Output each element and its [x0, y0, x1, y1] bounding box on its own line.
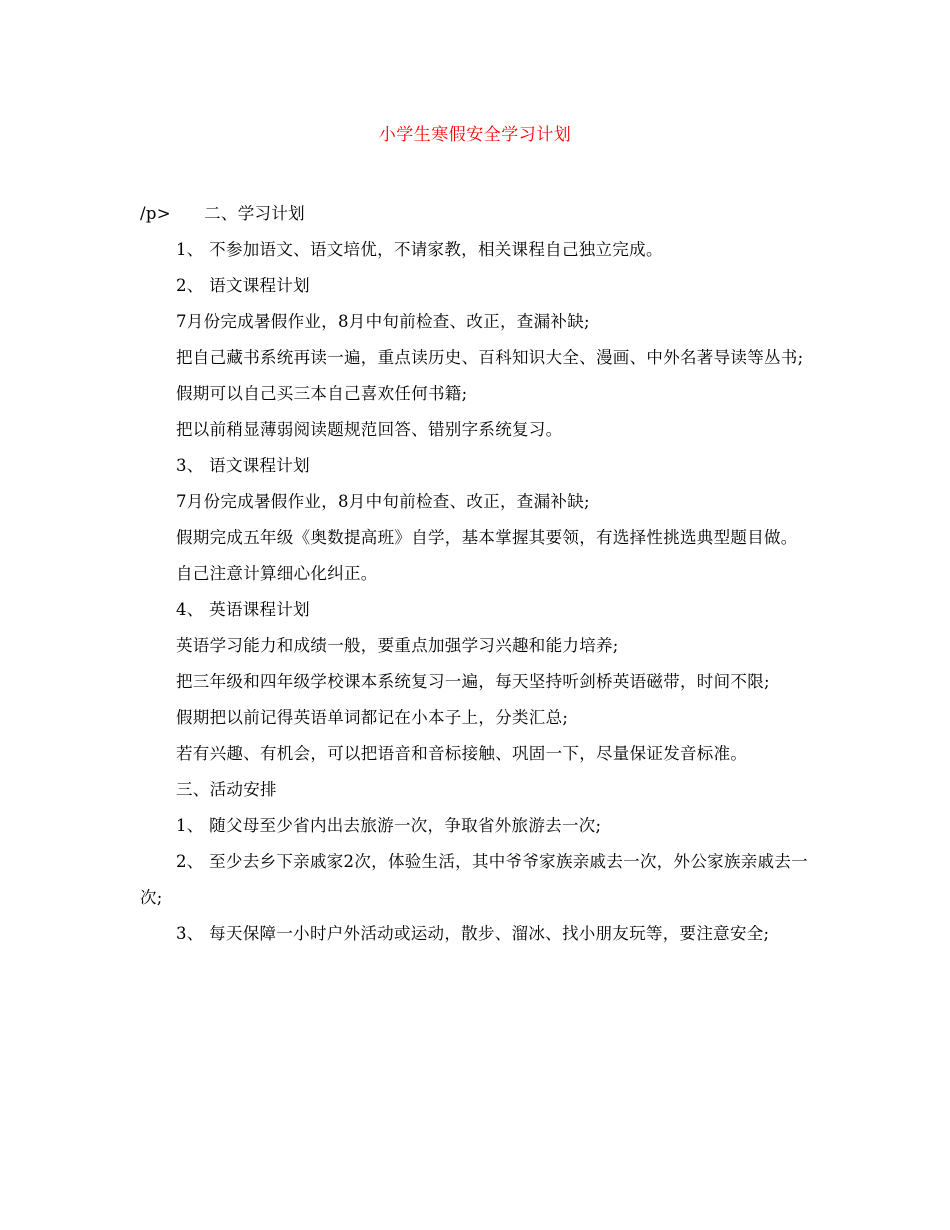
document-body — [140, 196, 812, 952]
paragraph: 7月份完成暑假作业，8月中旬前检查、改正，查漏补缺; — [176, 312, 590, 331]
subsection-heading: 4、 英语课程计划 — [176, 600, 310, 619]
document-title: 小学生寒假安全学习计划 — [378, 125, 572, 145]
paragraph: 英语学习能力和成绩一般，要重点加强学习兴趣和能力培养; — [176, 636, 619, 655]
paragraph: 3、 每天保障一小时户外活动或运动，散步、溜冰、找小朋友玩等，要注意安全; — [176, 924, 770, 943]
paragraph: 1、 不参加语文、语文培优，不请家教，相关课程自己独立完成。 — [176, 240, 663, 259]
paragraph: 把三年级和四年级学校课本系统复习一遍，每天坚持听剑桥英语磁带，时间不限; — [176, 672, 770, 691]
paragraph: 1、 随父母至少省内出去旅游一次，争取省外旅游去一次; — [176, 816, 602, 835]
paragraph: 自己注意计算细心化纠正。 — [176, 564, 378, 583]
paragraph: 7月份完成暑假作业，8月中旬前检查、改正，查漏补缺; — [176, 492, 590, 511]
paragraph: 把自己藏书系统再读一遍，重点读历史、百科知识大全、漫画、中外名著导读等丛书; — [176, 348, 804, 367]
paragraph: 假期可以自己买三本自己喜欢任何书籍; — [176, 384, 468, 403]
subsection-heading: 3、 语文课程计划 — [176, 456, 310, 475]
section-heading-activities: 三、活动安排 — [176, 780, 277, 799]
paragraph: 假期把以前记得英语单词都记在小本子上，分类汇总; — [176, 708, 569, 727]
section-heading-study-plan: /p> 二、学习计划 — [140, 204, 305, 223]
paragraph: 若有兴趣、有机会，可以把语音和音标接触、巩固一下，尽量保证发音标准。 — [176, 744, 748, 763]
paragraph: 假期完成五年级《奥数提高班》自学，基本掌握其要领，有选择性挑选典型题目做。 — [176, 528, 798, 547]
paragraph: 2、 至少去乡下亲戚家2次，体验生活，其中爷爷家族亲戚去一次，外公家族亲戚去一次; — [140, 852, 808, 907]
subsection-heading: 2、 语文课程计划 — [176, 276, 310, 295]
paragraph: 把以前稍显薄弱阅读题规范回答、错别字系统复习。 — [176, 420, 563, 439]
